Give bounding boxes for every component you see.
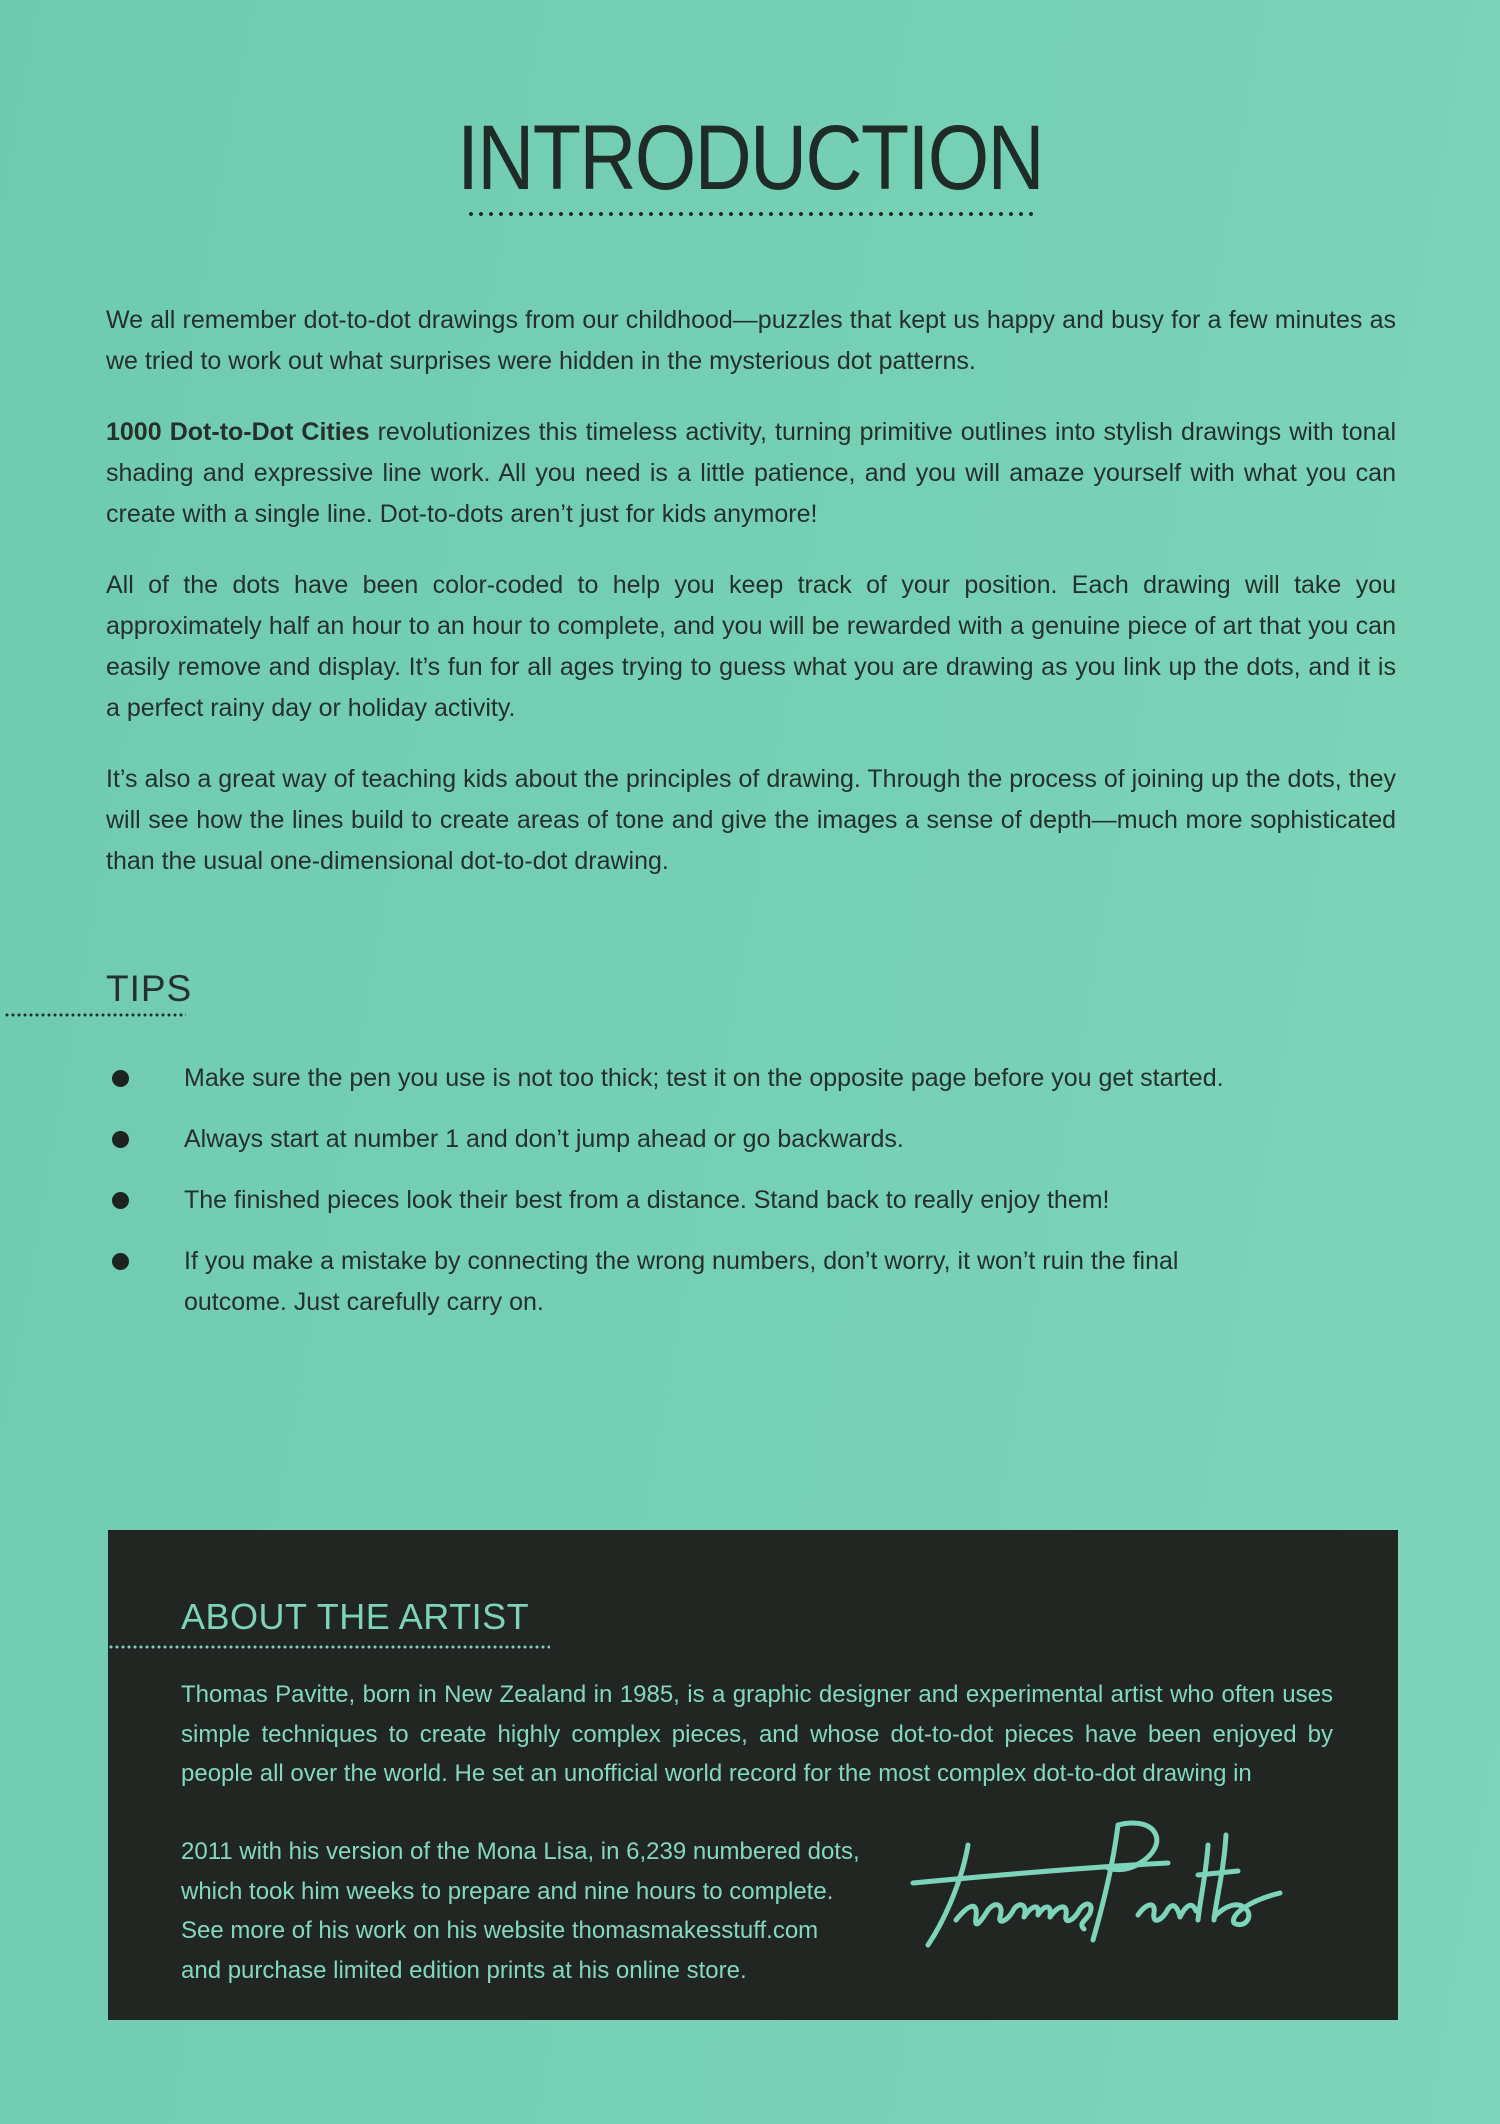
about-artist-box: [108, 1530, 1398, 2020]
artist-bio-line: 2011 with his version of the Mona Lisa, in 6,239 numbered dots,: [181, 1838, 860, 1865]
page-title: INTRODUCTION: [457, 107, 1043, 209]
intro-paragraph-4: It’s also a great way of teaching kids about the principles of drawing. Through the process of joining up the dots, they will see how the lines build to create areas of tone and give the images a sense of depth—much more sophisticated than the usual one-dimensional dot-to-dot drawing.: [106, 765, 1396, 875]
artist-bio-continued: [181, 1832, 881, 1990]
artist-bio: Thomas Pavitte, born in New Zealand in 1985, is a graphic designer and experimental artist who often uses simple techniques to create highly complex pieces, and whose dot-to-dot pieces have been enjoyed by people all over the world. He set an unofficial world record for the most complex dot-to-dot drawing in: [181, 1681, 1333, 1787]
about-artist-heading: ABOUT THE ARTIST: [181, 1596, 530, 1637]
bullet-icon: [112, 1070, 129, 1087]
tips-list: [108, 1058, 1308, 1343]
artist-bio-line: which took him weeks to prepare and nine hours to complete.: [181, 1877, 834, 1905]
list-item: [108, 1241, 1308, 1323]
tip-text: Always start at number 1 and don’t jump ahead or go backwards.: [184, 1125, 904, 1153]
bullet-icon: [112, 1253, 129, 1270]
bullet-icon: [112, 1131, 129, 1148]
tips-dotted-underline: [4, 1013, 186, 1017]
about-artist-dotted-underline: [108, 1645, 550, 1649]
book-title: 1000 Dot-to-Dot Cities: [106, 418, 370, 446]
intro-paragraph-2: [106, 412, 1396, 535]
artist-bio-line: See more of his work on his website thomasmakesstuff.com: [181, 1917, 819, 1944]
intro-paragraph-3: All of the dots have been color-coded to help you keep track of your position. Each drawing will take you approximately half an hour to an hour to complete, and you will be rewarded with a genuine piece of art that you can easily remove and display. It’s fun for all ages trying to guess what you are drawing as you link up the dots, and it is a perfect rainy day or holiday activity.: [106, 571, 1396, 722]
tips-heading: TIPS: [106, 968, 193, 1009]
tip-text: Make sure the pen you use is not too thick; test it on the opposite page before you get started.: [184, 1064, 1224, 1092]
tip-text: The finished pieces look their best from a distance. Stand back to really enjoy them!: [184, 1186, 1110, 1214]
list-item: [108, 1180, 1308, 1221]
list-item: [108, 1119, 1308, 1160]
artist-bio-line: and purchase limited edition prints at his online store.: [181, 1956, 747, 1984]
tip-text: If you make a mistake by connecting the wrong numbers, don’t worry, it won’t ruin the final outcome. Just carefully carry on.: [184, 1247, 1179, 1316]
bullet-icon: [112, 1192, 129, 1209]
intro-paragraph-1: We all remember dot-to-dot drawings from our childhood—puzzles that kept us happy and busy for a few minutes as we tried to work out what surprises were hidden in the mysterious dot patterns.: [106, 306, 1396, 375]
list-item: [108, 1058, 1308, 1099]
intro-paragraph-2-text: revolutionizes this timeless activity, turning primitive outlines into stylish drawings with tonal shading and expressive line work. All you need is a little patience, and you will amaze yourself with what you can create with a single line. Dot-to-dots aren’t just for kids anymore!: [106, 418, 1396, 528]
intro-section: [106, 300, 1396, 912]
artist-signature: [908, 1805, 1308, 1955]
title-dotted-underline: [466, 211, 1036, 217]
